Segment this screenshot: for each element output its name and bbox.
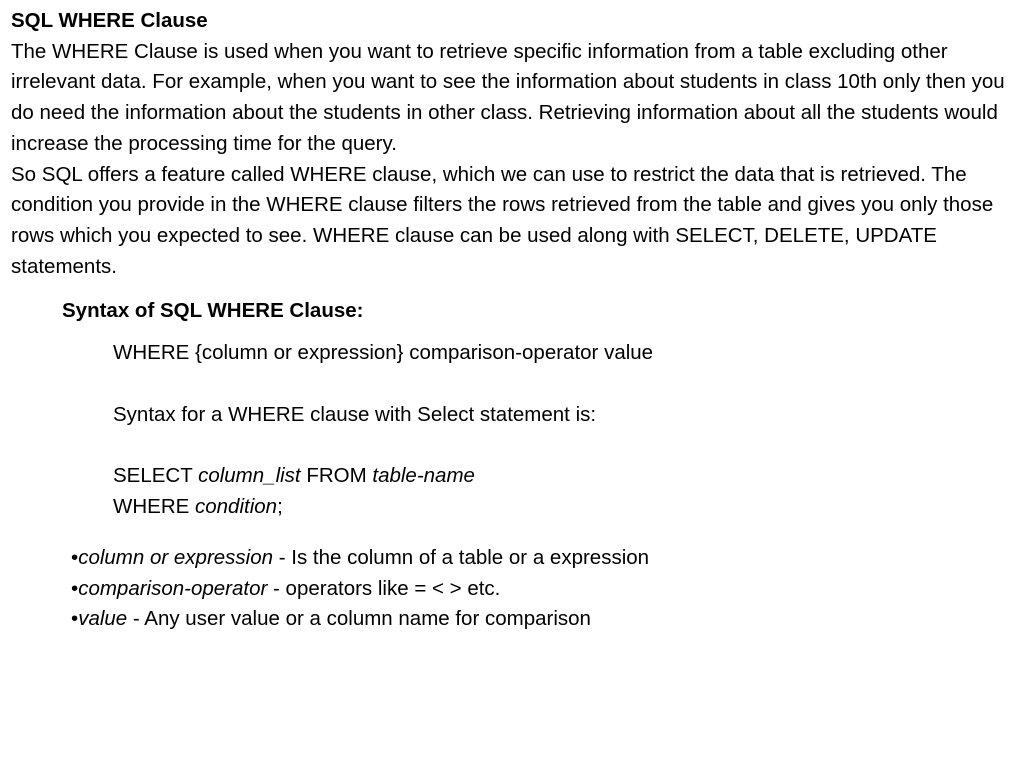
page-title: SQL WHERE Clause [11,9,208,32]
list-item [71,543,649,574]
bullet-glyph: • [71,576,79,600]
list-item-description: - Is the column of a table or a expression [273,546,650,569]
syntax-where-line [113,492,283,523]
placeholder-column-list: column_list [198,464,301,487]
list-item-term: value [78,607,128,631]
syntax-general-form: WHERE {column or expression} comparison-operator value [113,341,654,364]
intro-paragraph-1: The WHERE Clause is used when you want to retrieve specific information from a table excluding other irrelevant data. For example, when you want to see the information about students in class 10th only then you do need the information about the students in other class. Retrieving information about all the students would increase the processing time for the query. [11,39,1005,155]
list-item [71,574,649,605]
keyword-where: WHERE [113,495,195,518]
keyword-from: FROM [300,464,373,487]
bullet-glyph: • [71,607,79,631]
list-item-term: column or expression [78,546,274,569]
syntax-heading: Syntax of SQL WHERE Clause: [62,299,364,322]
list-item-description: - operators like = < > etc. [267,576,501,600]
list-item-description: - Any user value or a column name for comparison [127,607,591,631]
keyword-select: SELECT [113,464,199,487]
syntax-select-line [113,461,475,492]
list-item-term: comparison-operator [78,576,268,600]
intro-section [11,6,1021,282]
syntax-select-intro: Syntax for a WHERE clause with Select statement is: [113,403,597,426]
statement-terminator: ; [277,495,283,518]
definitions-list [71,543,649,635]
bullet-glyph: • [71,546,79,569]
placeholder-table-name: table-name [372,464,475,487]
list-item [71,604,649,635]
intro-paragraph-2: So SQL offers a feature called WHERE clause, which we can use to restrict the data that is retrieved. The condition you provide in the WHERE clause filters the rows retrieved from the table and gives you only those rows which you expected to see. WHERE clause can be used along with SELECT, DELETE, UPDATE statements. [11,162,994,278]
placeholder-condition: condition [195,495,278,518]
